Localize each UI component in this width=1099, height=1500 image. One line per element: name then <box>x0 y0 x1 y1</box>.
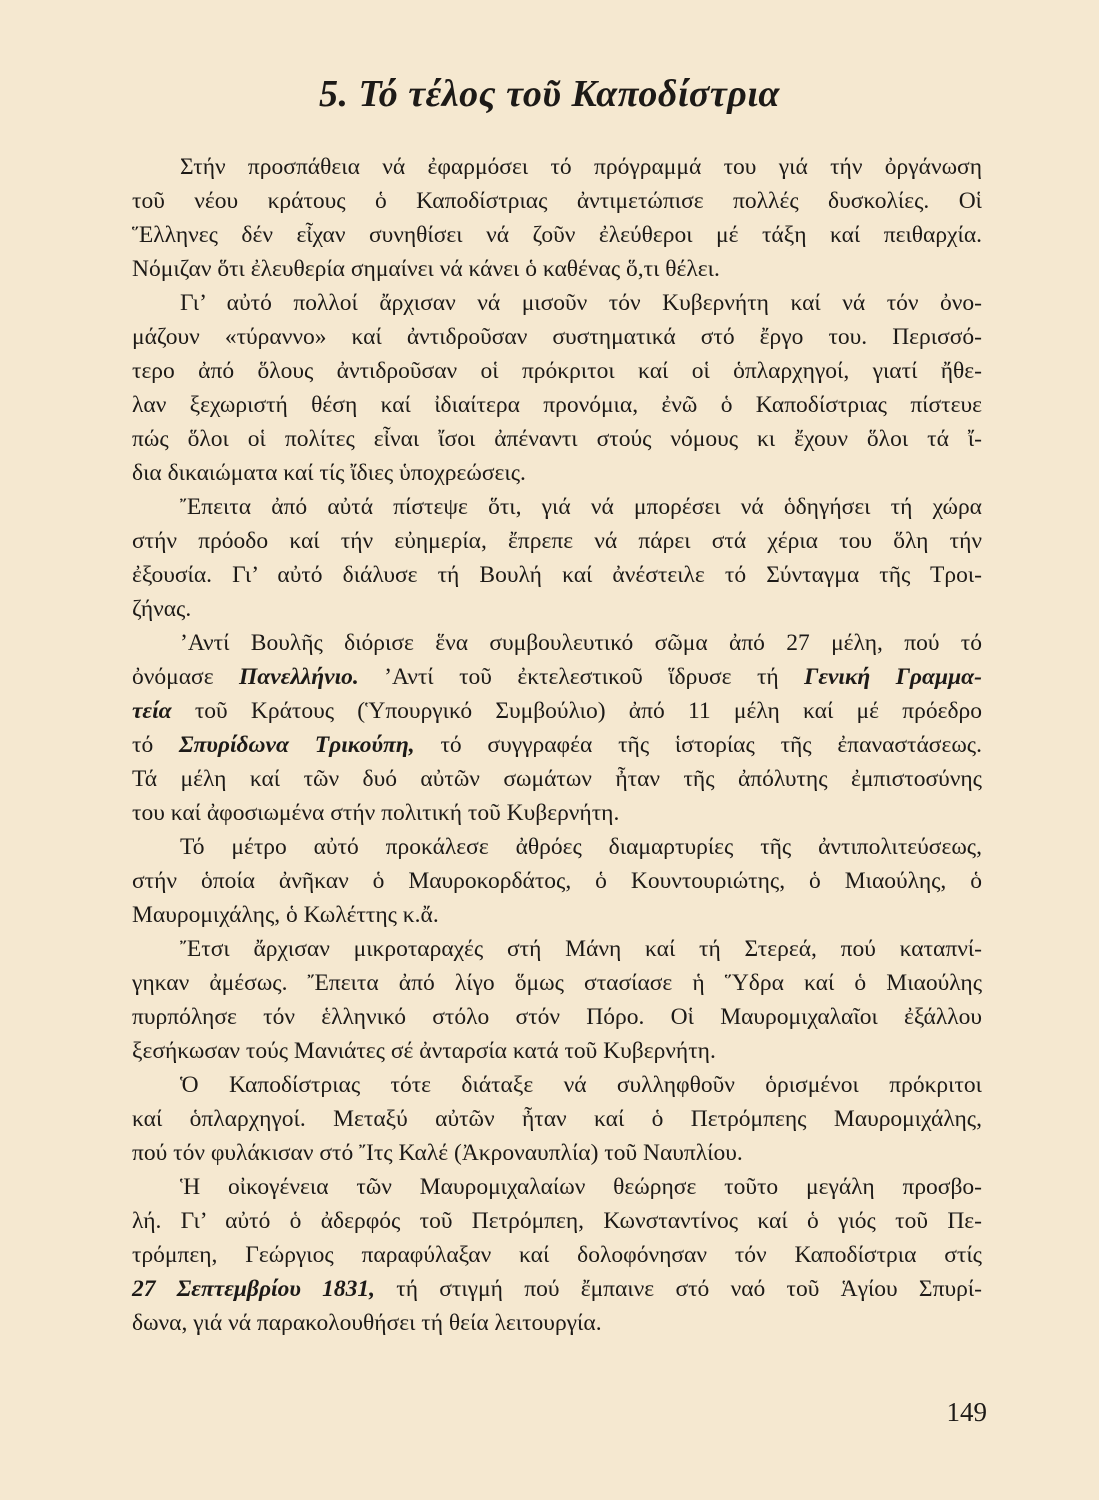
text-line <box>132 1204 982 1238</box>
page-number: 149 <box>946 1397 987 1427</box>
emphasized-term: 27 Σεπτεμβρίου 1831, <box>132 1276 375 1302</box>
text-run: Ὁ Καποδίστριας τότε διάταξε νά συλληφθοῦν ὁρισμένοι πρόκριτοι <box>180 1072 982 1098</box>
text-run: ’Αντί Βουλῆς διόρισε ἕνα συμβουλευτικό σῶμα ἀπό 27 μέλη, πού τό <box>180 630 982 656</box>
text-run: λή. Γι’ αὐτό ὁ ἀδερφός τοῦ Πετρόμπεη, Κωνσταντίνος καί ὁ γιός τοῦ Πε- <box>132 1208 982 1234</box>
text-line <box>132 728 982 762</box>
text-line <box>132 966 982 1000</box>
text-run: τή στιγμή πού ἔμπαινε στό ναό τοῦ Ἁγίου Σπυρί- <box>374 1276 982 1302</box>
text-run: Ἔπειτα ἀπό αὐτά πίστεψε ὅτι, γιά νά μπορέσει νά ὁδηγήσει τή χώρα <box>180 494 982 520</box>
text-line <box>132 456 982 490</box>
text-run: Γι’ αὐτό πολλοί ἄρχισαν νά μισοῦν τόν Κυβερνήτη καί νά τόν ὀνο- <box>180 290 982 316</box>
text-line <box>132 864 982 898</box>
text-run: Στήν προσπάθεια νά ἐφαρμόσει τό πρόγραμμά του γιά τήν ὀργάνωση <box>180 154 982 180</box>
text-run: ὀνόμασε <box>132 664 240 690</box>
text-line <box>132 422 982 456</box>
text-line <box>132 524 982 558</box>
text-line <box>132 830 982 864</box>
text-run: μάζουν «τύραννο» καί ἀντιδροῦσαν συστηματικά στό ἔργο του. Περισσό- <box>132 324 982 350</box>
text-line <box>132 1306 982 1340</box>
text-run: στήν ὁποία ἀνῆκαν ὁ Μαυροκορδάτος, ὁ Κουντουριώτης, ὁ Μιαούλης, ὁ <box>132 868 982 894</box>
text-line <box>132 1136 982 1170</box>
text-run: Ἕλληνες δέν εἶχαν συνηθίσει νά ζοῦν ἐλεύθεροι μέ τάξη καί πειθαρχία. <box>132 222 982 248</box>
text-run: Νόμιζαν ὅτι ἐλευθερία σημαίνει νά κάνει ὁ καθένας ὅ,τι θέλει. <box>132 256 720 282</box>
paragraph <box>132 150 982 286</box>
text-line <box>132 592 982 626</box>
text-line <box>132 320 982 354</box>
text-line <box>132 626 982 660</box>
text-run: στήν πρόοδο καί τήν εὐημερία, ἔπρεπε νά πάρει στά χέρια του ὅλη τήν <box>132 528 982 554</box>
text-run: δια δικαιώματα καί τίς ἴδιες ὑποχρεώσεις. <box>132 460 526 486</box>
paragraph <box>132 932 982 1068</box>
text-run: τοῦ νέου κράτους ὁ Καποδίστριας ἀντιμετώπισε πολλές δυσκολίες. Οἱ <box>132 188 982 214</box>
text-run: Τά μέλη καί τῶν δυό αὐτῶν σωμάτων ἦταν τῆς ἀπόλυτης ἐμπιστοσύνης <box>132 766 982 792</box>
text-run: πυρπόλησε τόν ἑλληνικό στόλο στόν Πόρο. Οἱ Μαυρομιχαλαῖοι ἐξάλλου <box>132 1004 982 1030</box>
text-line <box>132 490 982 524</box>
text-line <box>132 150 982 184</box>
text-run: ξεσήκωσαν τούς Μανιάτες σέ ἀνταρσία κατά τοῦ Κυβερνήτη. <box>132 1038 716 1064</box>
text-line <box>132 1068 982 1102</box>
text-line <box>132 660 982 694</box>
text-line <box>132 388 982 422</box>
text-line <box>132 252 982 286</box>
emphasized-term: τεία <box>132 698 172 724</box>
text-line <box>132 1102 982 1136</box>
text-run: τρόμπεη, Γεώργιος παραφύλαξαν καί δολοφόνησαν τόν Καποδίστρια στίς <box>132 1242 982 1268</box>
text-line <box>132 762 982 796</box>
text-line <box>132 1272 982 1306</box>
text-line <box>132 1170 982 1204</box>
paragraph <box>132 1068 982 1170</box>
emphasized-term: Γενική Γραμμα- <box>804 664 983 690</box>
text-line <box>132 1034 982 1068</box>
text-run: Ἔτσι ἄρχισαν μικροταραχές στή Μάνη καί τή Στερεά, πού καταπνί- <box>180 936 982 962</box>
text-run: ζήνας. <box>132 596 192 622</box>
text-line <box>132 796 982 830</box>
text-line <box>132 184 982 218</box>
chapter-title: 5. Τό τέλος τοῦ Καποδίστρια <box>319 73 780 115</box>
text-run: γηκαν ἀμέσως. Ἔπειτα ἀπό λίγο ὅμως στασίασε ἡ Ὕδρα καί ὁ Μιαούλης <box>132 970 982 996</box>
text-line <box>132 1238 982 1272</box>
text-run: Ἡ οἰκογένεια τῶν Μαυρομιχαλαίων θεώρησε τοῦτο μεγάλη προσβο- <box>180 1174 982 1200</box>
text-run: δωνα, γιά νά παρακολουθήσει τή θεία λειτουργία. <box>132 1310 602 1336</box>
text-run: λαν ξεχωριστή θέση καί ἰδιαίτερα προνόμια, ἐνῶ ὁ Καποδίστριας πίστευε <box>132 392 982 418</box>
text-run: ’Αντί τοῦ ἐκτελεστικοῦ ἵδρυσε τή <box>358 664 805 690</box>
paragraph <box>132 286 982 490</box>
text-run: καί ὁπλαρχηγοί. Μεταξύ αὐτῶν ἦταν καί ὁ Πετρόμπεης Μαυρομιχάλης, <box>132 1106 982 1132</box>
text-run: Μαυρομιχάλης, ὁ Κωλέττης κ.ἄ. <box>132 902 439 928</box>
text-run: τό συγγραφέα τῆς ἱστορίας τῆς ἐπαναστάσεως. <box>414 732 982 758</box>
emphasized-term: Σπυρίδωνα Τρικούπη, <box>179 732 415 758</box>
text-run: του καί ἀφοσιωμένα στήν πολιτική τοῦ Κυβερνήτη. <box>132 800 620 826</box>
paragraph <box>132 830 982 932</box>
text-run: πώς ὅλοι οἱ πολίτες εἶναι ἴσοι ἀπέναντι στούς νόμους κι ἔχουν ὅλοι τά ἴ- <box>132 426 982 452</box>
text-line <box>132 1000 982 1034</box>
paragraph <box>132 490 982 626</box>
body-text <box>132 150 982 1340</box>
text-line <box>132 558 982 592</box>
text-line <box>132 354 982 388</box>
text-run: πού τόν φυλάκισαν στό Ἴτς Καλέ (Ἀκροναυπλία) τοῦ Ναυπλίου. <box>132 1140 743 1166</box>
text-line <box>132 898 982 932</box>
paragraph <box>132 1170 982 1340</box>
emphasized-term: Πανελλήνιο. <box>239 664 359 690</box>
text-run: ἐξουσία. Γι’ αὐτό διάλυσε τή Βουλή καί ἀνέστειλε τό Σύνταγμα τῆς Τροι- <box>132 562 982 588</box>
text-line <box>132 286 982 320</box>
text-run: τοῦ Κράτους (Ὑπουργικό Συμβούλιο) ἀπό 11 μέλη καί μέ πρόεδρο <box>171 698 982 724</box>
text-line <box>132 932 982 966</box>
text-run: τερο ἀπό ὅλους ἀντιδροῦσαν οἱ πρόκριτοι καί οἱ ὁπλαρχηγοί, γιατί ἤθε- <box>132 358 982 384</box>
text-line <box>132 694 982 728</box>
text-run: τό <box>132 732 179 758</box>
text-line <box>132 218 982 252</box>
text-run: Τό μέτρο αὐτό προκάλεσε ἀθρόες διαμαρτυρίες τῆς ἀντιπολιτεύσεως, <box>180 834 982 860</box>
paragraph <box>132 626 982 830</box>
